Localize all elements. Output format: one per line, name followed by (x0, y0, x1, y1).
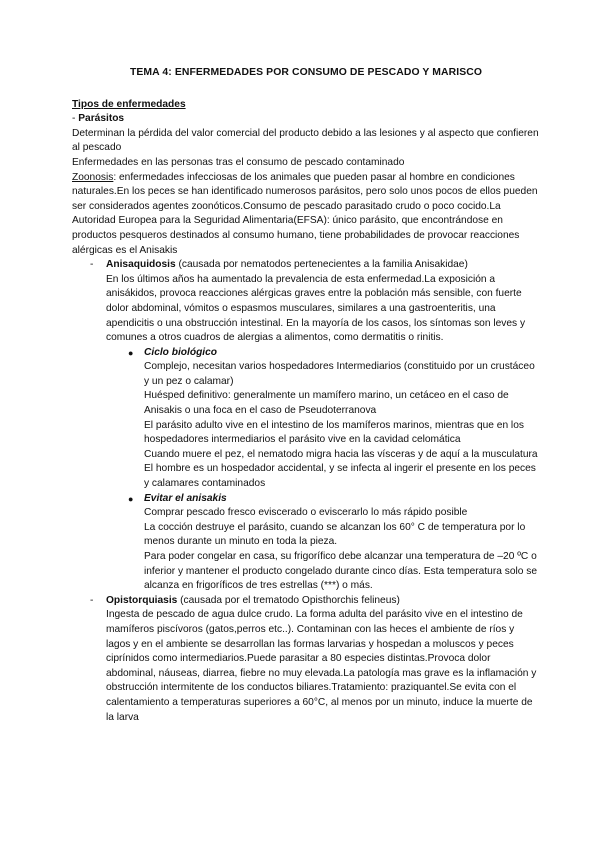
ciclo-line: Complejo, necesitan varios hospedadores Intermediarios (constituido por un crustáceo y un pez o calamar) (144, 361, 535, 387)
parasitos-line-2: Enfermedades en las personas tras el consumo de pescado contaminado (72, 156, 405, 168)
zoonosis-term: Zoonosis (72, 171, 114, 183)
dash-marker: - (90, 594, 94, 606)
ciclo-biologico-item (72, 346, 540, 492)
ciclo-biologico-title: Ciclo biológico (144, 346, 218, 358)
evitar-anisakis-title: Evitar el anisakis (144, 492, 227, 504)
anisaquidosis-name: Anisaquidosis (106, 259, 176, 271)
anisaquidosis-heading (106, 258, 540, 273)
bullet-icon: ● (128, 347, 134, 358)
zoonosis-paragraph (72, 171, 540, 259)
opistorquiasis-heading (106, 594, 540, 609)
anisaquidosis-item (72, 258, 540, 346)
parasitos-line-1: Determinan la pérdida del valor comercial del producto debido a las lesiones y al aspecto que confieren al pescado (72, 127, 539, 154)
ciclo-line: El hombre es un hospedador accidental, y se infecta al ingerir el presente en los peces y calamares contaminados (144, 463, 536, 490)
opistorquiasis-text: Ingesta de pescado de agua dulce crudo. La forma adulta del parásito vive en el intestino de mamíferos piscívoros (gatos,perros etc..). Contaminan con las heces el ambiente de ríos y lagos y en el ambiente se desarrollan las formas larvarias y hospedan a moluscos y peces ciprínidos como intermediarios.Puede parasitar a 80 especies distintas.Provoca dolor abdominal, náuseas, diarrea, fiebre no muy elevada.La patología mas grave es la inflamación y obstrucción intermitente de los conductos biliares.Tratamiento: praziquantel.Se evita con el calentamiento a temperaturas superiores a 60°C, al menos por un minuto, induce la muerte de la larva (106, 609, 537, 723)
opistorquiasis-name: Opistorquiasis (106, 594, 178, 606)
parasitos-label: Parásitos (78, 113, 125, 125)
evitar-line: Comprar pescado fresco eviscerado o eviscerarlo lo más rápido posible (144, 507, 468, 519)
zoonosis-text: : enfermedades infecciosas de los animales que pueden pasar al hombre en condiciones naturales.En los peces se han identificado numerosos parásitos, pero solo unos pocos de ellos pueden ser considerados agentes zoonóticos.Consumo de pescado parasitado crudo o poco cocido.La Autoridad Europea para la Seguridad Alimentaria(EFSA): único parásito, que encontrándose en productos pesqueros destinados al consumo humano, tiene probabilidades de provocar reacciones alérgicas es el Anisakis (72, 171, 538, 256)
evitar-line: Para poder congelar en casa, su frigorífico debe alcanzar una temperatura de –20 ºC o inferior y mantener el producto congelado durante cinco días. Esta temperatura solo se alcanza en frigoríficos de tres estrellas (***) o más. (144, 551, 538, 592)
parasitos-prefix: - (72, 113, 79, 125)
evitar-anisakis-item (72, 492, 540, 594)
ciclo-line: Cuando muere el pez, el nematodo migra hacia las vísceras y de aquí a la musculatura (144, 448, 538, 460)
ciclo-line: Huésped definitivo: generalmente un mamífero marino, un cetáceo en el caso de Anisakis o una foca en el caso de Pseudoterranova (144, 390, 509, 417)
opistorquiasis-item (72, 594, 540, 725)
opistorquiasis-cause: (causada por el trematodo Opisthorchis felineus) (177, 594, 400, 606)
bullet-icon: ● (128, 493, 134, 504)
ciclo-line: El parásito adulto vive en el intestino de los mamíferos marinos, mientras que en los hospedadores intermediarios el parásito vive en la cavidad celomática (144, 419, 524, 446)
dash-marker: - (90, 259, 94, 271)
evitar-line: La cocción destruye el parásito, cuando se alcanzan los 60° C de temperatura por lo menos durante un minuto en toda la pieza. (144, 521, 526, 548)
parasitos-heading (72, 112, 540, 127)
anisaquidosis-cause: (causada por nematodos pertenecientes a la familia Anisakidae) (175, 259, 468, 271)
document-title: TEMA 4: ENFERMEDADES POR CONSUMO DE PESCADO Y MARISCO (129, 67, 483, 78)
section-heading: Tipos de enfermedades (72, 98, 186, 110)
anisaquidosis-text: En los últimos años ha aumentado la prevalencia de esta enfermedad.La exposición a anisákidos, provoca reacciones alérgicas graves entre la población más sensible, con fuerte dolor abdominal, vómitos o espasmos musculares, similares a una gastroenteritis, una apendicitis o una obstrucción intestinal. En la mayoría de los casos, los síntomas son leves y comunes a otros cuadros de alergias a alimentos, como dermatitis o rinitis. (106, 273, 526, 344)
